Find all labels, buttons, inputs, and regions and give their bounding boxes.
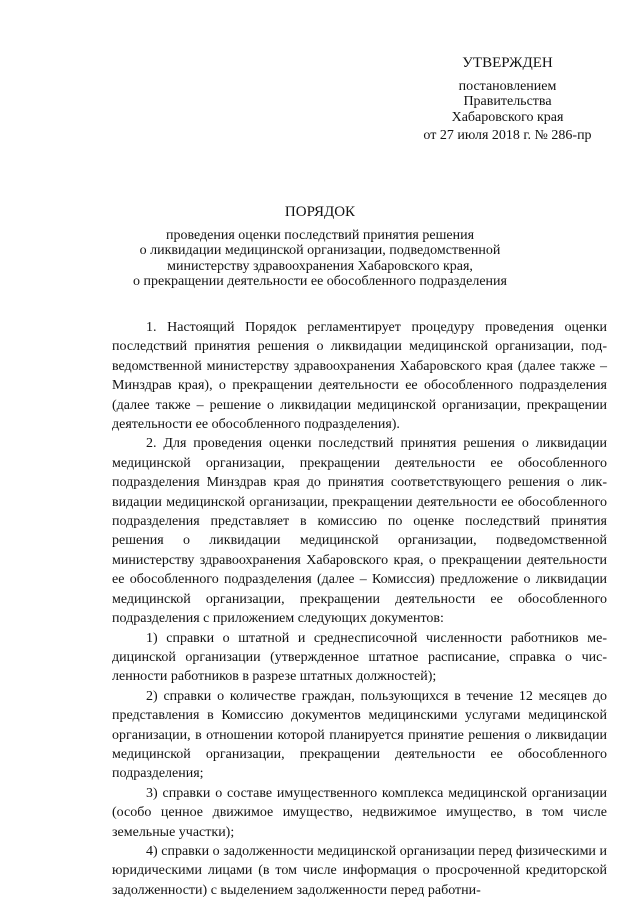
approval-date: от 27 июля 2018 г. № 286-пр bbox=[423, 128, 592, 143]
title-line: проведения оценки последствий принятия решения bbox=[165, 227, 475, 243]
title-line: о прекращении деятельности ее обособленного подразделения bbox=[133, 274, 507, 289]
paragraph: 2) справки о количестве граждан, пользующихся в течение 12 месяцев до представления в Комиссию документов медицинскими услугами медицинской организации, в отношении которой планируется принятие решения о ликвидации медицинской организации, прекращении деятельности ее обособленного подразделения; bbox=[112, 688, 607, 782]
document-title-block bbox=[110, 205, 530, 290]
document-body bbox=[112, 318, 607, 900]
paragraph: 1. Настоящий Порядок регламентирует процедуру проведения оценки последствий принятия решения о ликвидации медицинской организации, подведомственной министерству здравоохранения Хабаровского края (далее также – Минздрав края), о прекращении деятельности ее обособленного подразделения (далее также – решение о ликвидации медицинской организации, прекращении деятельности ее обособленного подразделения). bbox=[112, 320, 607, 433]
approval-line: Правительства bbox=[463, 94, 552, 109]
paragraph: 2. Для проведения оценки последствий принятия решения о ликвидации медицинской организации, прекращении деятельности ее обособленного подразделения Минздрав края до принятия соответствующего решения о ликвидации медицинской организации, прекращении деятельности ее обособленного подразделения представляет в комиссию по оценке последствий принятия решения о ликвидации медицинской организации, подведомственной министерству здравоохранения Хабаровского края, о прекращении деятельности ее обособленного подразделения (далее – Комиссия) предложение о ликвидации медицинской организации, прекращении деятельности ее обособленного подразделения с приложением следующих документов: bbox=[112, 436, 607, 627]
document-heading: ПОРЯДОК bbox=[284, 204, 356, 220]
title-line: о ликвидации медицинской организации, подведомственной bbox=[139, 243, 501, 258]
approval-line: Хабаровского края bbox=[451, 109, 564, 125]
paragraph: 1) справки о штатной и среднесписочной численности работников медицинской организации (утвержденное штатное расписание, справка о численности работников в разрезе штатных должностей); bbox=[112, 630, 607, 685]
approval-line: постановлением bbox=[458, 78, 557, 94]
approval-stamp: УТВЕРЖДЕН bbox=[462, 55, 553, 71]
approval-block bbox=[405, 56, 610, 144]
paragraph: 3) справки о составе имущественного комплекса медицинской организации (особо ценное движимое имущество, недвижимое имущество, в том числе земельные участки); bbox=[112, 785, 607, 840]
title-line: министерству здравоохранения Хабаровского края, bbox=[167, 258, 473, 274]
paragraph: 4) справки о задолженности медицинской организации перед физическими и юридическими лицами (в том числе информация о просроченной кредиторской задолженности) с выделением задолженности перед работни- bbox=[112, 843, 607, 898]
